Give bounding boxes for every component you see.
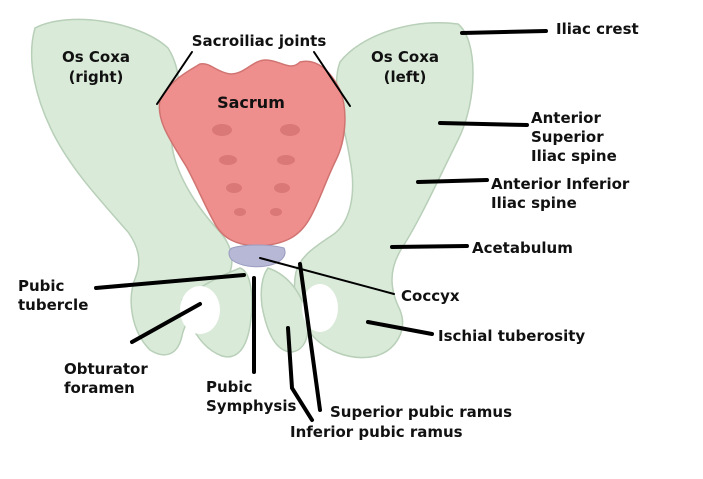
label-asis: Anterior Superior Iliac spine xyxy=(531,109,617,165)
leader-iliac-crest xyxy=(462,31,546,33)
label-inferior-pubic-ramus: Inferior pubic ramus xyxy=(290,423,463,441)
label-sacrum: Sacrum xyxy=(217,93,285,112)
label-pubic-tubercle: Pubic tubercle xyxy=(18,277,89,314)
label-pubic-symphysis: Pubic Symphysis xyxy=(206,378,297,415)
leader-acetabulum xyxy=(392,246,467,247)
label-left-coxa: Os Coxa (left) xyxy=(370,48,440,86)
label-ischial-tuberosity: Ischial tuberosity xyxy=(438,327,586,345)
label-superior-pubic-ramus: Superior pubic ramus xyxy=(330,403,513,421)
label-iliac-crest: Iliac crest xyxy=(556,20,639,38)
label-aiis: Anterior Inferior Iliac spine xyxy=(491,175,630,212)
label-obturator-foramen: Obturator foramen xyxy=(64,360,148,397)
label-right-coxa: Os Coxa (right) xyxy=(61,48,131,86)
leader-asis xyxy=(440,123,527,125)
label-coccyx: Coccyx xyxy=(401,287,460,305)
label-sacroiliac-joints: Sacroiliac joints xyxy=(191,32,327,50)
leader-aiis xyxy=(418,180,487,182)
label-acetabulum: Acetabulum xyxy=(472,239,573,257)
